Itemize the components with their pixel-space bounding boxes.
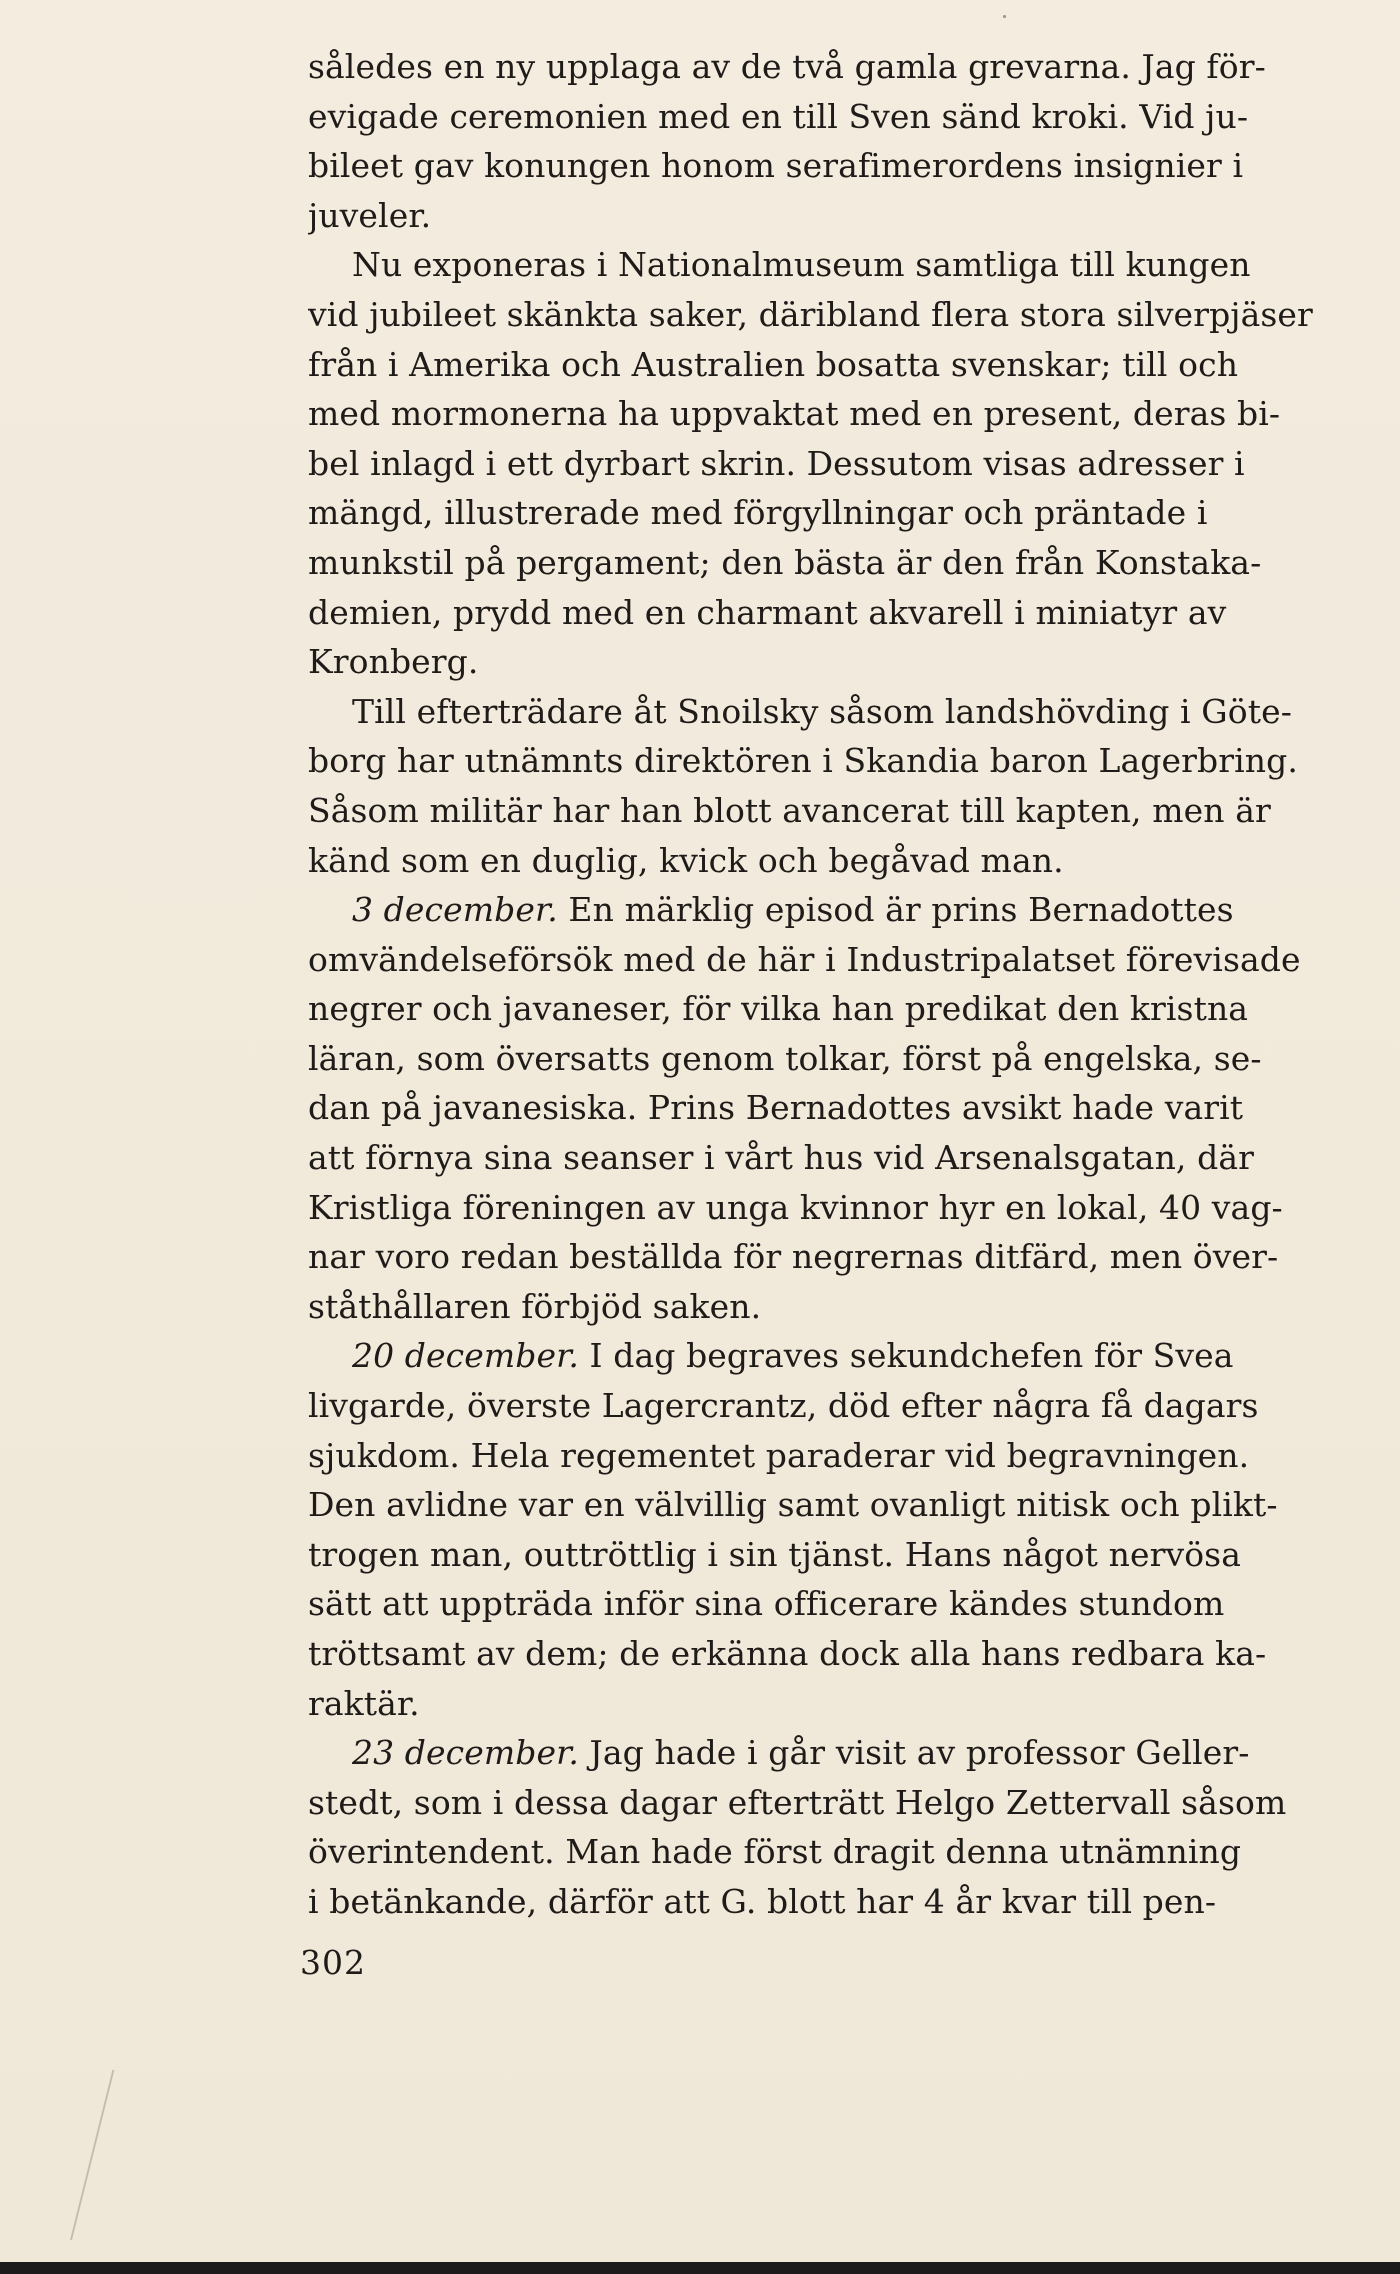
line-text: läran, som översatts genom tolkar, först på engelska, se- <box>308 1038 1262 1078</box>
text-line <box>308 1282 1400 1332</box>
text-line <box>308 240 1400 290</box>
text-line <box>308 1877 1400 1927</box>
line-text: Jag hade i går visit av professor Geller- <box>578 1733 1250 1773</box>
text-line <box>308 1232 1400 1282</box>
line-text: munkstil på pergament; den bästa är den från Konstaka- <box>308 542 1262 582</box>
text-line <box>308 141 1400 191</box>
line-text: livgarde, överste Lagercrantz, död efter några få dagars <box>308 1386 1259 1426</box>
entry-date: 3 december. <box>352 890 558 930</box>
text-line <box>308 1629 1400 1679</box>
text-line <box>308 191 1400 241</box>
text-line <box>308 935 1400 985</box>
text-line <box>308 92 1400 142</box>
text-line <box>308 1083 1400 1133</box>
line-text: känd som en duglig, kvick och begåvad man. <box>308 840 1064 880</box>
line-text: omvändelseförsök med de här i Industripalatset förevisade <box>308 939 1301 979</box>
line-text: sätt att uppträda inför sina officerare kändes stundom <box>308 1584 1225 1624</box>
line-text: juveler. <box>308 195 432 235</box>
line-text: att förnya sina seanser i vårt hus vid Arsenalsgatan, där <box>308 1138 1254 1178</box>
line-text: mängd, illustrerade med förgyllningar och präntade i <box>308 493 1208 533</box>
text-line <box>308 1431 1400 1481</box>
body-text <box>308 42 1400 1927</box>
line-text: nar voro redan beställda för negrernas ditfärd, men över- <box>308 1237 1279 1277</box>
page-number: 302 <box>300 1943 366 1982</box>
line-text: I dag begraves sekundchefen för Svea <box>578 1336 1234 1376</box>
line-text: Den avlidne var en välvillig samt ovanligt nitisk och plikt- <box>308 1485 1278 1525</box>
text-line <box>308 885 1400 935</box>
text-line <box>308 439 1400 489</box>
line-text: bel inlagd i ett dyrbart skrin. Dessutom visas adresser i <box>308 443 1245 483</box>
line-text: Kristliga föreningen av unga kvinnor hyr en lokal, 40 vag- <box>308 1187 1283 1227</box>
text-line <box>308 1381 1400 1431</box>
text-line <box>308 1827 1400 1877</box>
text-line <box>308 1579 1400 1629</box>
line-text: Såsom militär har han blott avancerat till kapten, men är <box>308 790 1271 830</box>
line-text: tröttsamt av dem; de erkänna dock alla hans redbara ka- <box>308 1634 1267 1673</box>
text-line <box>308 984 1400 1034</box>
line-text: dan på javanesiska. Prins Bernadottes avsikt hade varit <box>308 1088 1244 1128</box>
line-text: En märklig episod är prins Bernadottes <box>557 890 1234 930</box>
line-text: stedt, som i dessa dagar efterträtt Helgo Zettervall såsom <box>308 1782 1287 1822</box>
line-text: negrer och javaneser, för vilka han predikat den kristna <box>308 989 1249 1029</box>
entry-date: 20 december. <box>352 1336 579 1376</box>
entry-date: 23 december. <box>352 1733 579 1773</box>
text-line <box>308 340 1400 390</box>
text-line <box>308 290 1400 340</box>
line-text: Till efterträdare åt Snoilsky såsom landshövding i Göte- <box>352 691 1292 731</box>
text-line <box>308 1034 1400 1084</box>
line-text: Kronberg. <box>308 642 479 682</box>
line-text: Nu exponeras i Nationalmuseum samtliga till kungen <box>352 245 1251 285</box>
line-text: bileet gav konungen honom serafimerordens insignier i <box>308 146 1244 186</box>
text-line <box>308 1480 1400 1530</box>
line-text: i betänkande, därför att G. blott har 4 år kvar till pen- <box>308 1881 1217 1921</box>
text-line <box>308 736 1400 786</box>
line-text: med mormonerna ha uppvaktat med en present, deras bi- <box>308 394 1281 434</box>
text-line <box>308 488 1400 538</box>
text-line <box>308 687 1400 737</box>
text-line <box>308 1728 1400 1778</box>
text-line <box>308 836 1400 886</box>
text-line <box>308 389 1400 439</box>
line-text: överintendent. Man hade först dragit denna utnämning <box>308 1832 1242 1872</box>
text-line <box>308 1183 1400 1233</box>
line-text: sjukdom. Hela regementet paraderar vid begravningen. <box>308 1435 1250 1475</box>
line-text: trogen man, outtröttlig i sin tjänst. Hans något nervösa <box>308 1534 1241 1574</box>
line-text: vid jubileet skänkta saker, däribland flera stora silverpjäser <box>308 294 1313 334</box>
scan-bottom-edge <box>0 2262 1400 2274</box>
line-text: raktär. <box>308 1683 420 1723</box>
line-text: borg har utnämnts direktören i Skandia baron Lagerbring. <box>308 741 1298 781</box>
line-text: således en ny upplaga av de två gamla grevarna. Jag för- <box>308 47 1266 86</box>
text-line <box>308 1530 1400 1580</box>
page-corner-mark <box>0 2070 114 2240</box>
text-line <box>308 538 1400 588</box>
text-line <box>308 1133 1400 1183</box>
text-line <box>308 42 1400 92</box>
text-line <box>308 637 1400 687</box>
line-text: demien, prydd med en charmant akvarell i miniatyr av <box>308 592 1227 632</box>
text-line <box>308 1778 1400 1828</box>
line-text: evigade ceremonien med en till Sven sänd kroki. Vid ju- <box>308 96 1249 136</box>
line-text: från i Amerika och Australien bosatta svenskar; till och <box>308 344 1239 384</box>
text-line <box>308 1679 1400 1729</box>
text-line <box>308 786 1400 836</box>
text-line <box>308 588 1400 638</box>
line-text: ståthållaren förbjöd saken. <box>308 1286 762 1326</box>
text-line <box>308 1331 1400 1381</box>
ink-speck <box>1003 15 1006 18</box>
